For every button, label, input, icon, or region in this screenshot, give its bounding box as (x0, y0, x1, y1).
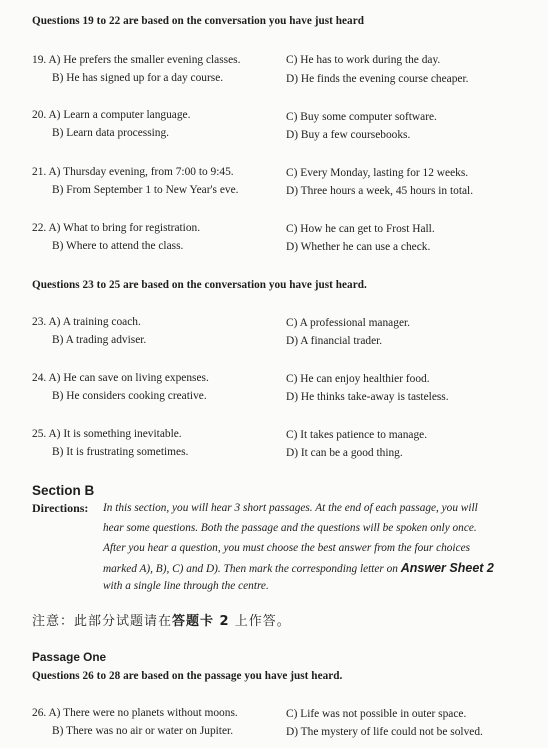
heading-questions-19-22: Questions 19 to 22 are based on the conversation you have just heard (32, 15, 364, 27)
note-answer-card: 答题卡 2 (172, 614, 230, 629)
q26-option-c: C) Life was not possible in outer space. (286, 708, 467, 720)
q20-option-c: C) Buy some computer software. (286, 111, 437, 123)
q21-option-d: D) Three hours a week, 45 hours in total. (286, 185, 474, 197)
q26-option-a: 26. A) There were no planets without moons. (32, 707, 238, 719)
q23-option-a: 23. A) A training coach. (32, 316, 141, 328)
q21-option-a: 21. A) Thursday evening, from 7:00 to 9:45. (32, 166, 234, 178)
q24-option-b: B) He considers cooking creative. (52, 390, 207, 402)
q20-option-a: 20. A) Learn a computer language. (32, 109, 191, 121)
q21-option-b: B) From September 1 to New Year's eve. (52, 184, 239, 196)
note-suffix: 上作答。 (229, 614, 291, 629)
q26-option-b: B) There was no air or water on Jupiter. (52, 725, 234, 737)
q22-option-b: B) Where to attend the class. (52, 240, 184, 252)
directions-label: Directions: (32, 501, 89, 515)
q25-option-a: 25. A) It is something inevitable. (32, 428, 182, 440)
q25-option-c: C) It takes patience to manage. (286, 429, 428, 441)
directions-line-4 (103, 561, 494, 575)
instruction-note (32, 610, 291, 629)
directions-line-1: In this section, you will hear 3 short passages. At the end of each passage, you will (103, 502, 478, 514)
q25-option-b: B) It is frustrating sometimes. (52, 446, 189, 458)
directions-line-5: with a single line through the centre. (103, 580, 269, 592)
answer-sheet-2-label: Answer Sheet 2 (400, 561, 494, 575)
q22-option-d: D) Whether he can use a check. (286, 241, 431, 253)
section-b-title: Section B (32, 483, 95, 498)
directions-line-3: After you hear a question, you must choose the best answer from the four choices (103, 542, 470, 554)
q23-option-d: D) A financial trader. (286, 335, 383, 347)
q24-option-d: D) He thinks take-away is tasteless. (286, 391, 449, 403)
q20-option-d: D) Buy a few coursebooks. (286, 129, 411, 141)
heading-questions-26-28: Questions 26 to 28 are based on the passage you have just heard. (32, 670, 343, 682)
q22-option-a: 22. A) What to bring for registration. (32, 222, 201, 234)
q26-option-d: D) The mystery of life could not be solved. (286, 726, 483, 738)
directions-line-2: hear some questions. Both the passage and the questions will be spoken only once. (103, 522, 477, 534)
q19-option-a: 19. A) He prefers the smaller evening classes. (32, 54, 241, 66)
directions-line-4-text: marked A), B), C) and D). Then mark the corresponding letter on (103, 563, 401, 575)
q25-option-d: D) It can be a good thing. (286, 447, 403, 459)
heading-questions-23-25: Questions 23 to 25 are based on the conversation you have just heard. (32, 279, 367, 291)
q21-option-c: C) Every Monday, lasting for 12 weeks. (286, 167, 469, 179)
q22-option-c: C) How he can get to Frost Hall. (286, 223, 435, 235)
q24-option-a: 24. A) He can save on living expenses. (32, 372, 209, 384)
q23-option-b: B) A trading adviser. (52, 334, 147, 346)
q19-option-d: D) He finds the evening course cheaper. (286, 73, 469, 85)
q20-option-b: B) Learn data processing. (52, 127, 170, 139)
q24-option-c: C) He can enjoy healthier food. (286, 373, 430, 385)
note-prefix: 注意：此部分试题请在 (32, 614, 173, 629)
q19-option-b: B) He has signed up for a day course. (52, 72, 224, 84)
passage-one-title: Passage One (32, 650, 107, 664)
q23-option-c: C) A professional manager. (286, 317, 411, 329)
q19-option-c: C) He has to work during the day. (286, 54, 441, 66)
